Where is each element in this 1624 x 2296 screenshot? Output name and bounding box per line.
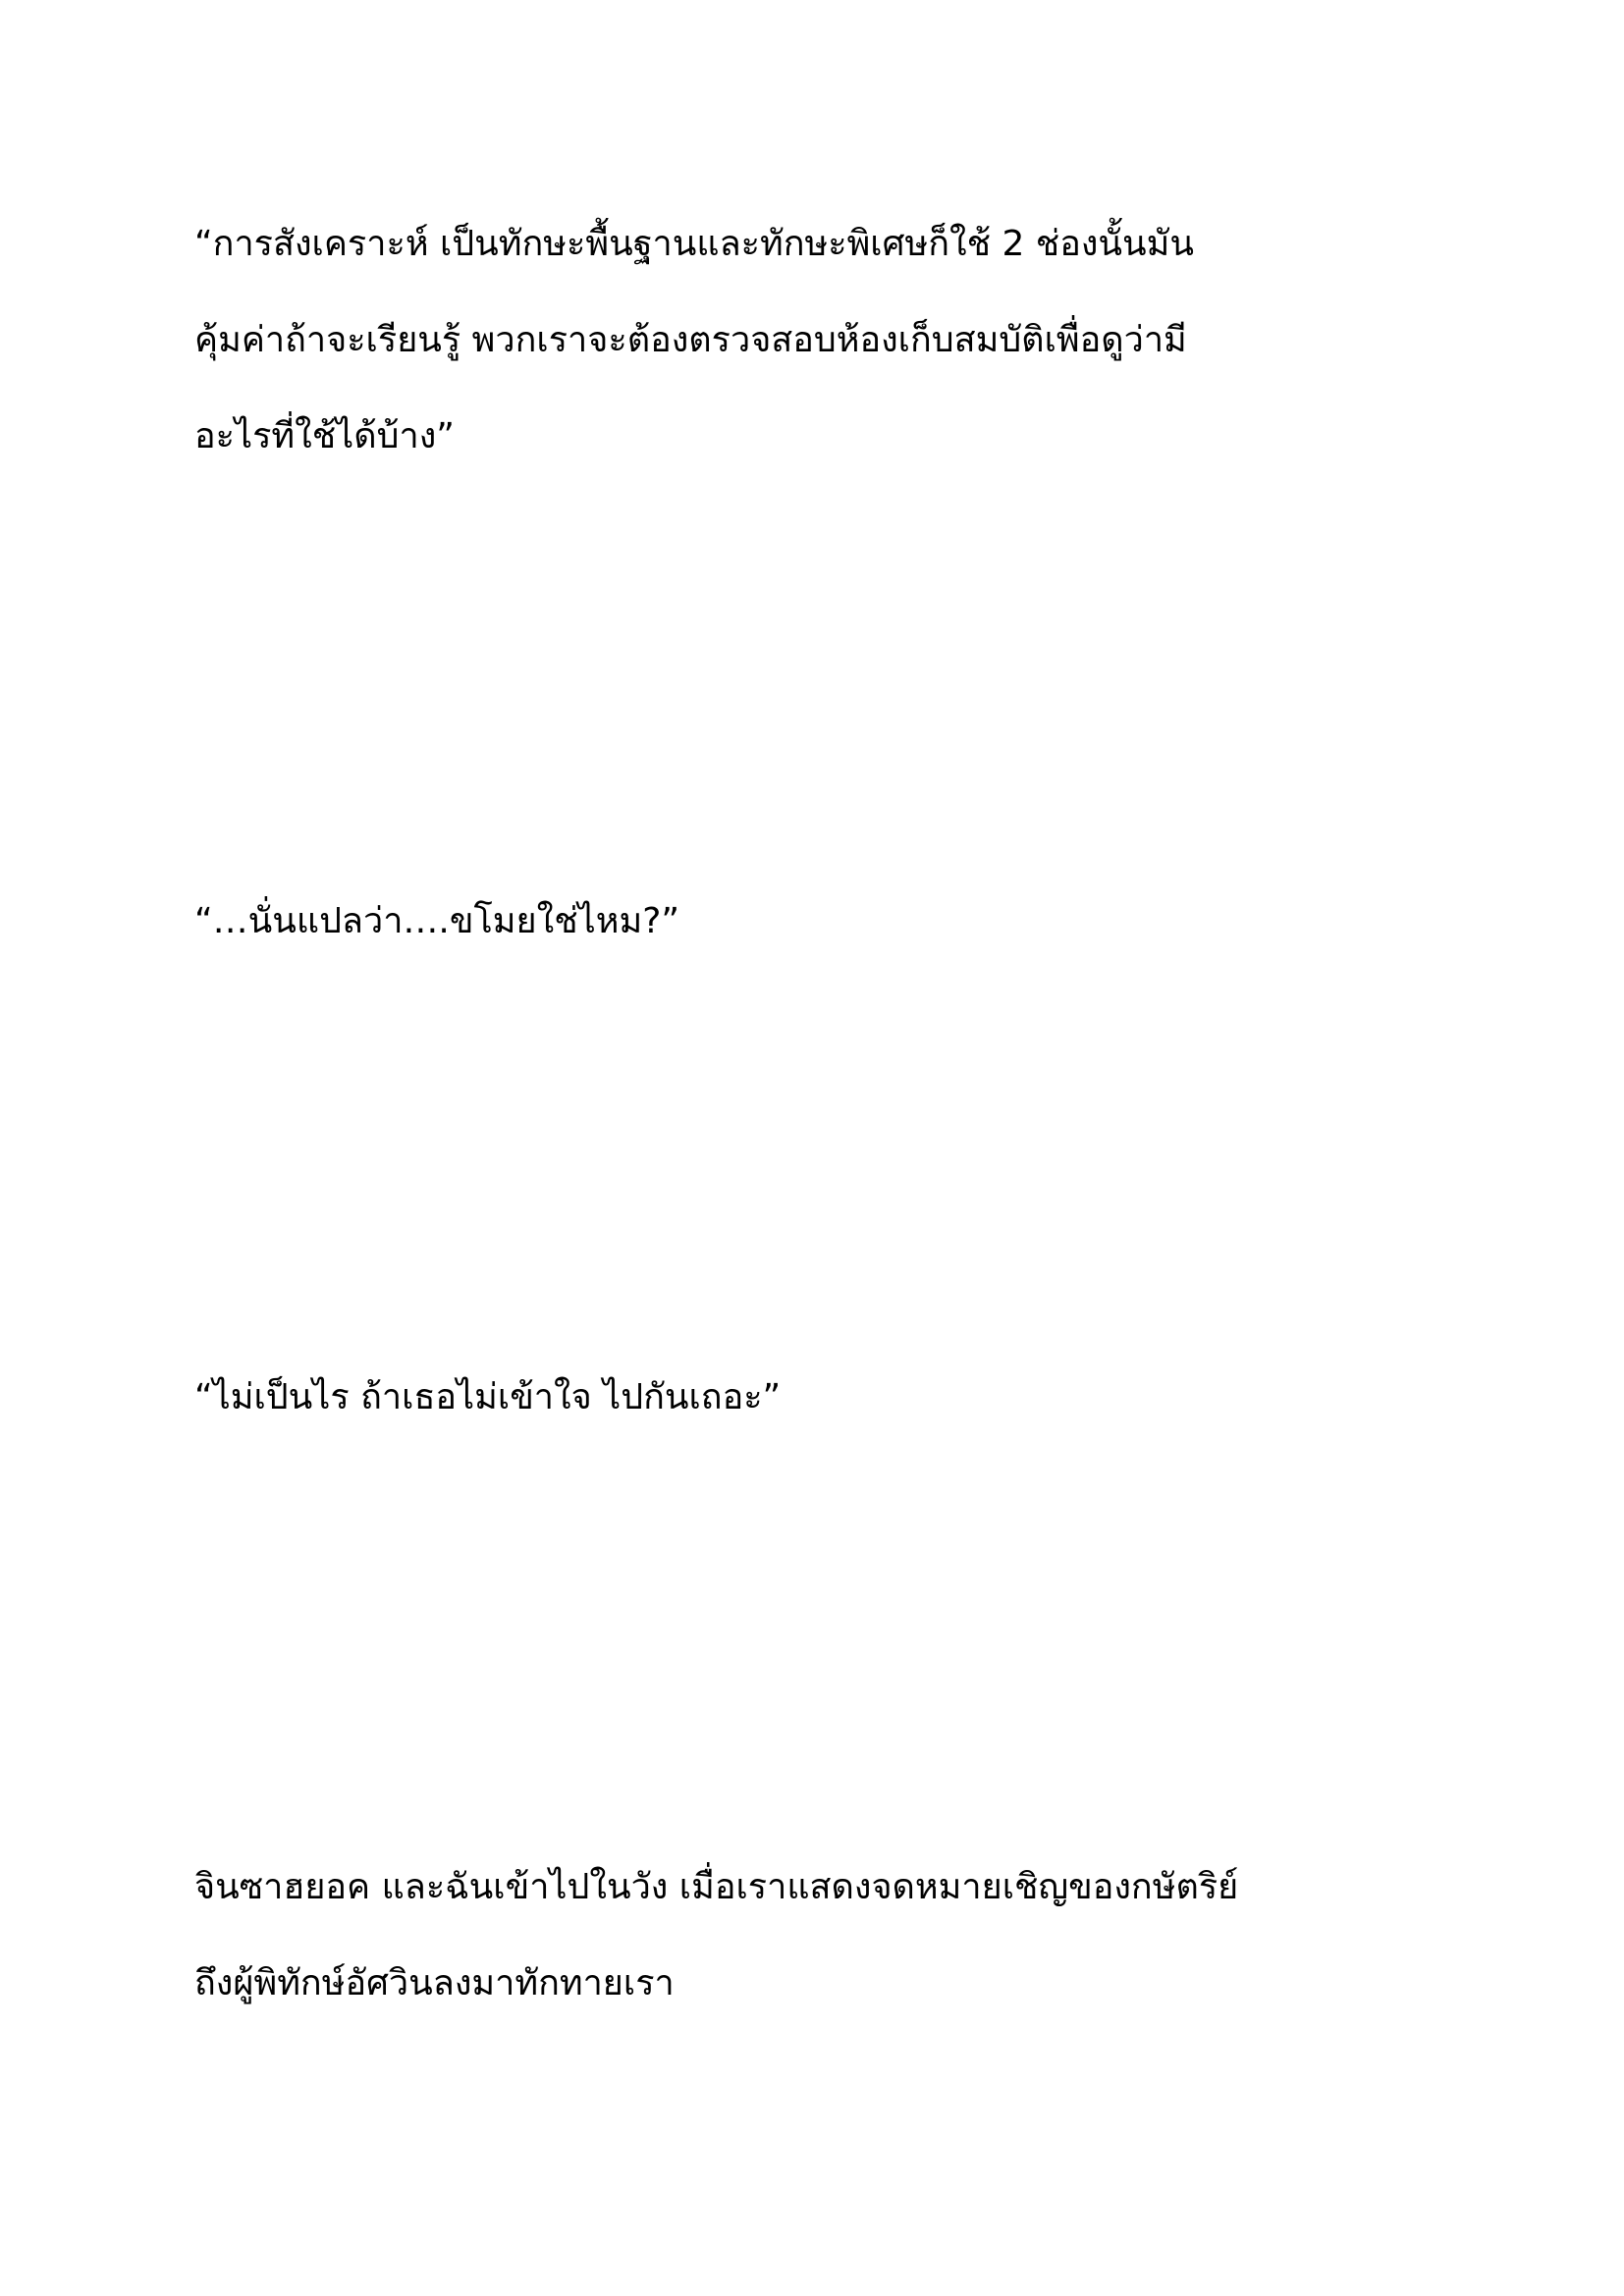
text-line: ถึงผู้พิทักษ์อัศวินลงมาทักทายเรา <box>194 1963 675 2003</box>
paragraph-stealing-question <box>194 874 1432 970</box>
text-line: อะไรที่ใช้ได้บ้าง” <box>194 416 455 456</box>
paragraph-synthesis-dialogue <box>194 196 1432 485</box>
text-line: คุ้มค่าถ้าจะเรียนรู้ พวกเราจะต้องตรวจสอบห้องเก็บสมบัติเพื่อดูว่ามี <box>194 320 1187 360</box>
paragraph-narration-palace <box>194 1840 1432 2032</box>
text-line: “การสังเคราะห์ เป็นทักษะพื้นฐานและทักษะพิเศษก็ใช้ 2 ช่องนั้นมัน <box>194 224 1194 264</box>
paragraph-lets-go <box>194 1350 1432 1446</box>
text-line: “ไม่เป็นไร ถ้าเธอไม่เข้าใจ ไปกันเถอะ” <box>194 1377 782 1417</box>
text-line: “…นั่นแปลว่า….ขโมยใช่ไหม?” <box>194 901 679 941</box>
text-line: จินซาฮยอค และฉันเข้าไปในวัง เมื่อเราแสดงจดหมายเชิญของกษัตริย์ <box>194 1867 1239 1907</box>
